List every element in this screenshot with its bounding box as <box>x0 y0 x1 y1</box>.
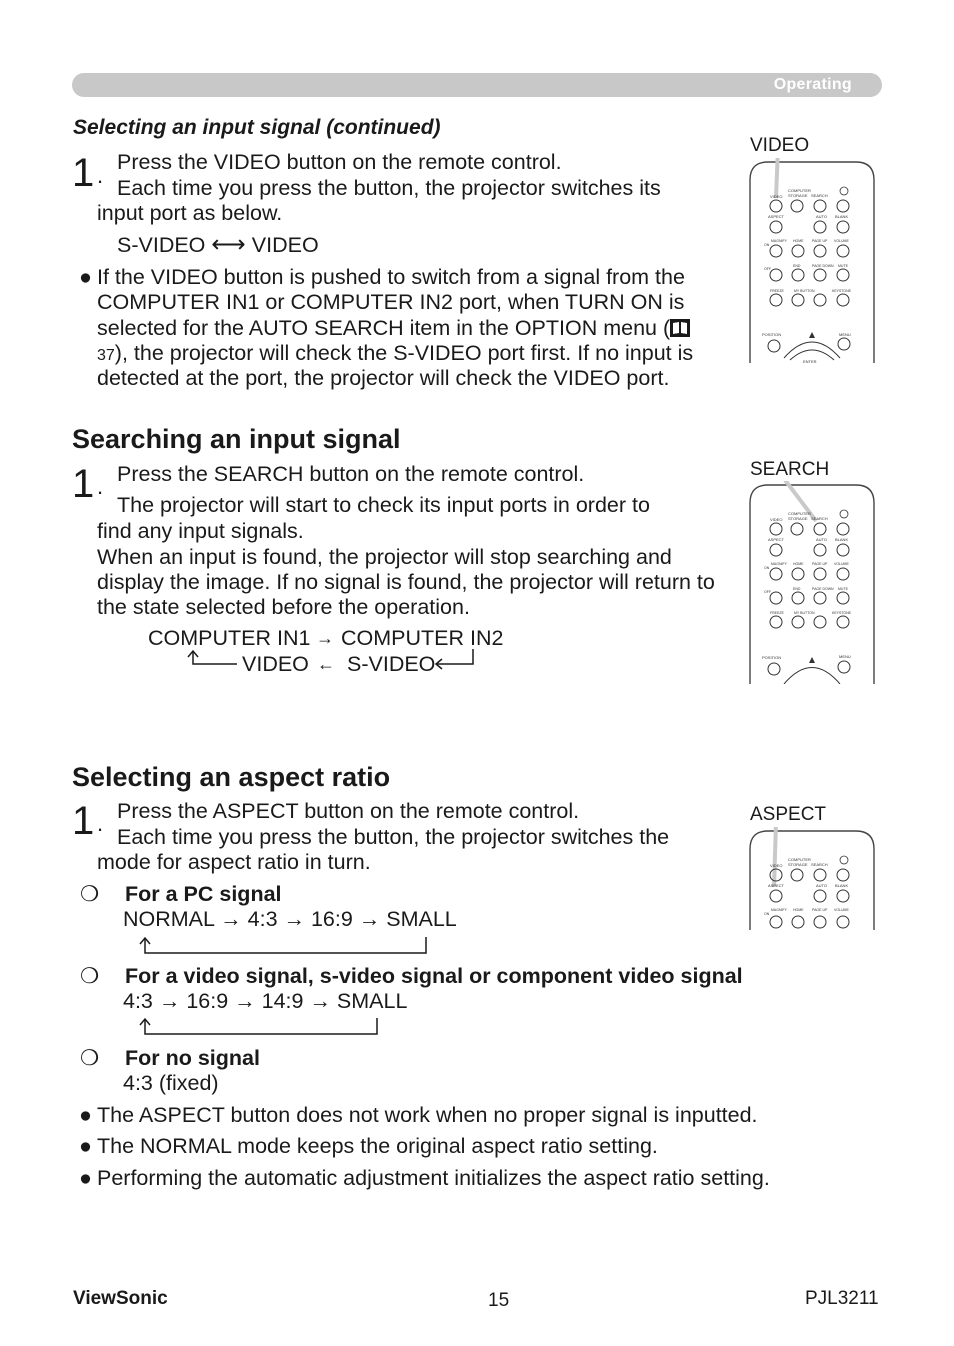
remote-callout-label: ASPECT <box>750 804 827 825</box>
remote-key-label: STORAGE <box>788 862 808 867</box>
remote-key-label: STORAGE <box>788 193 808 198</box>
option-title: For a video signal, s-video signal or component video signal <box>125 964 743 988</box>
remote-key-label: MAGNIFY <box>771 562 787 566</box>
return-line-icon <box>430 648 480 670</box>
header-bar <box>72 73 882 97</box>
remote-key-label: HOME <box>793 239 804 243</box>
remote-key-label: PAGE DOWN <box>812 264 834 268</box>
book-icon <box>670 318 690 344</box>
option-circle-icon: ❍ <box>80 882 100 906</box>
remote-key-label: END <box>793 587 801 591</box>
note-text: If the VIDEO button is pushed to switch from a signal from the <box>97 265 685 289</box>
cycle-item: VIDEO <box>251 233 319 257</box>
remote-callout-label: VIDEO <box>750 135 810 156</box>
loop-arrow-icon <box>185 648 245 668</box>
bullet-icon: ● <box>79 1166 92 1190</box>
aspect-flow: NORMAL → 4:3 → 16:9 → SMALL <box>123 907 457 931</box>
remote-key-label: PAGE UP <box>812 908 828 912</box>
bullet-icon: ● <box>79 1103 92 1127</box>
remote-key-label: END <box>793 264 801 268</box>
remote-key-label: COMPUTER <box>788 857 811 862</box>
option-circle-icon: ❍ <box>80 964 100 988</box>
input-cycle <box>117 232 319 259</box>
flow-item: COMPUTER IN1 <box>148 626 311 650</box>
remote-key-label: MENU <box>839 332 851 337</box>
note-text: Performing the automatic adjustment initializes the aspect ratio setting. <box>97 1166 770 1190</box>
remote-key-label: ASPECT <box>768 214 785 219</box>
footer-model: PJL3211 <box>805 1288 879 1309</box>
step-text: Each time you press the button, the projector switches the <box>117 825 670 849</box>
remote-key-label: POSITION <box>762 655 782 660</box>
step-text: the state selected before the operation. <box>97 595 470 619</box>
remote-key-label: AUTO <box>816 214 828 219</box>
step-dot: . <box>97 811 104 836</box>
remote-key-label: PAGE UP <box>812 239 828 243</box>
remote-key-label: ON <box>764 912 770 916</box>
step-number: 1 <box>72 462 95 506</box>
note-text: detected at the port, the projector will check the VIDEO port. <box>97 366 670 390</box>
flow-item: VIDEO <box>242 652 309 676</box>
remote-key-label: COMPUTER <box>788 188 811 193</box>
step-text: Press the SEARCH button on the remote control. <box>117 462 585 486</box>
aspect-flow: 4:3 → 16:9 → 14:9 → SMALL <box>123 989 408 1013</box>
flow-item: S-VIDEO <box>347 652 436 676</box>
remote-key-label: SEARCH <box>811 862 828 867</box>
remote-key-label: BLANK <box>835 537 849 542</box>
flow-item: COMPUTER IN2 <box>341 626 504 650</box>
remote-key-label: MUTE <box>838 264 848 268</box>
remote-key-label: PAGE DOWN <box>812 587 834 591</box>
note-text-part: ), the projector will check the S-VIDEO port first. If no input is <box>114 341 694 365</box>
step-text: input port as below. <box>97 201 283 225</box>
remote-key-label: AUTO <box>816 537 828 542</box>
remote-key-label: MUTE <box>838 587 848 591</box>
section-title: Searching an input signal <box>72 424 401 454</box>
step-dot: . <box>97 474 104 499</box>
remote-key-label: PAGE UP <box>812 562 828 566</box>
remote-key-label: MY BUTTON <box>794 611 815 615</box>
remote-key-label: KEYSTONE <box>832 611 851 615</box>
remote-key-label: MY BUTTON <box>794 289 815 293</box>
option-title: For a PC signal <box>125 882 282 906</box>
remote-key-label: BLANK <box>835 214 849 219</box>
note-text-part: selected for the AUTO SEARCH item in the OPTION menu ( <box>97 316 671 340</box>
remote-key-label: FREEZE <box>770 611 784 615</box>
note-text: COMPUTER IN1 or COMPUTER IN2 port, when TURN ON is <box>97 290 685 314</box>
option-title: For no signal <box>125 1046 260 1070</box>
note-text: The ASPECT button does not work when no proper signal is inputted. <box>97 1103 758 1127</box>
step-text: Each time you press the button, the projector switches its <box>117 176 661 200</box>
remote-key-label: ON <box>764 243 770 247</box>
remote-key-label: HOME <box>793 908 804 912</box>
remote-key-label: MAGNIFY <box>771 908 787 912</box>
remote-key-label: STORAGE <box>788 516 808 521</box>
aspect-value: 4:3 (fixed) <box>123 1071 219 1095</box>
loop-arrow-icon <box>136 934 436 958</box>
option-circle-icon: ❍ <box>80 1046 100 1070</box>
remote-key-label: ASPECT <box>768 883 785 888</box>
remote-key-label: OFF <box>764 590 771 594</box>
remote-control-illustration <box>748 827 876 930</box>
remote-key-label: VIDEO <box>770 194 783 199</box>
remote-key-label: ASPECT <box>768 537 785 542</box>
step-number: 1 <box>72 151 95 195</box>
subsection-title: Selecting an input signal (continued) <box>73 116 441 139</box>
loop-arrow-icon <box>136 1015 386 1039</box>
bullet-icon: ● <box>79 1134 92 1158</box>
step-text: When an input is found, the projector will stop searching and <box>97 545 672 569</box>
remote-key-label: POSITION <box>762 332 782 337</box>
remote-key-label: MENU <box>839 654 851 659</box>
remote-key-label: COMPUTER <box>788 511 811 516</box>
step-text: The projector will start to check its input ports in order to <box>117 493 650 517</box>
step-text: Press the VIDEO button on the remote control. <box>117 150 562 174</box>
page-ref: 37 <box>97 347 115 364</box>
remote-key-label: HOME <box>793 562 804 566</box>
remote-key-label: SEARCH <box>811 193 828 198</box>
step-text: mode for aspect ratio in turn. <box>97 850 371 874</box>
section-label: Operating <box>773 76 852 93</box>
note-text: The NORMAL mode keeps the original aspect ratio setting. <box>97 1134 658 1158</box>
step-text: Press the ASPECT button on the remote control. <box>117 799 580 823</box>
remote-key-label: ON <box>764 566 770 570</box>
step-text: display the image. If no signal is found, the projector will return to <box>97 570 715 594</box>
arrow-right-icon: → <box>316 628 334 648</box>
note-text <box>97 316 690 344</box>
remote-key-label: SEARCH <box>811 516 828 521</box>
remote-key-label: VIDEO <box>770 517 783 522</box>
remote-control-illustration <box>748 481 876 684</box>
step-number: 1 <box>72 799 95 843</box>
cycle-item: S-VIDEO <box>117 233 206 257</box>
footer-brand: ViewSonic <box>73 1288 168 1309</box>
note-text <box>97 341 693 369</box>
remote-key-label: ENTER <box>803 359 817 363</box>
remote-key-label: VIDEO <box>770 863 783 868</box>
section-title: Selecting an aspect ratio <box>72 762 391 792</box>
remote-key-label: AUTO <box>816 883 828 888</box>
remote-key-label: KEYSTONE <box>832 289 851 293</box>
remote-callout-label: SEARCH <box>750 459 830 480</box>
remote-key-label: VOLUME <box>834 239 849 243</box>
step-text: find any input signals. <box>97 519 304 543</box>
remote-key-label: FREEZE <box>770 289 784 293</box>
remote-key-label: VOLUME <box>834 562 849 566</box>
remote-key-label: BLANK <box>835 883 849 888</box>
page-number: 15 <box>488 1290 510 1311</box>
step-dot: . <box>97 163 104 188</box>
arrow-left-icon: ← <box>317 654 335 674</box>
bullet-icon: ● <box>79 265 92 289</box>
remote-key-label: MAGNIFY <box>771 239 787 243</box>
remote-key-label: OFF <box>764 267 771 271</box>
remote-control-illustration <box>748 158 876 363</box>
double-arrow-icon: ⟷ <box>211 231 246 258</box>
remote-key-label: VOLUME <box>834 908 849 912</box>
